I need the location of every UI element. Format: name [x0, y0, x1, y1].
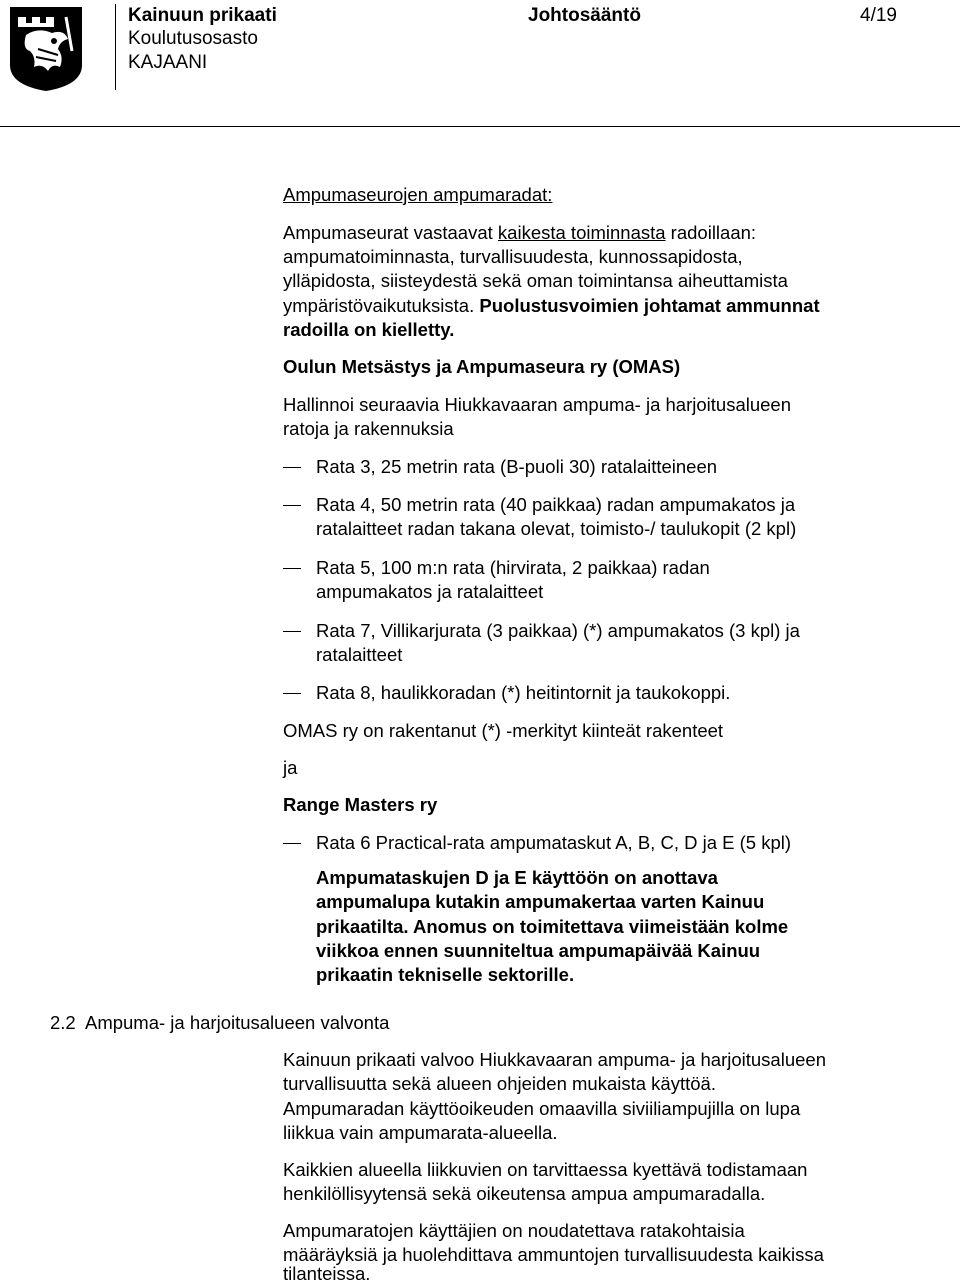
paragraph-line: Kaikkien alueella liikkuvien on tarvittaessa kyettävä todistamaan: [283, 1159, 808, 1180]
paragraph-line: Kainuun prikaati valvoo Hiukkavaaran ampuma- ja harjoitusalueen: [283, 1049, 826, 1070]
list-item: Rata 3, 25 metrin rata (B-puoli 30) ratalaitteineen: [316, 456, 718, 477]
ranges-paragraph-line: Ampumaseurat vastaavat kaikesta toiminnasta radoillaan:: [283, 222, 757, 243]
header-divider: [115, 4, 116, 90]
responsibility-link-text: kaikesta toiminnasta: [497, 222, 666, 243]
paragraph-line: Ampumaradan käyttöoikeuden omaavilla siviiliampujilla on lupa: [283, 1098, 801, 1119]
paragraph-line: henkilöllisyytensä sekä oikeutensa ampua ampumaradalla.: [283, 1183, 766, 1204]
permit-note: viikkoa ennen suunniteltua ampumapäivää Kainuu: [316, 940, 761, 961]
paragraph-line: tilanteissa.: [283, 1263, 371, 1284]
section-2-2-heading: 2.2 Ampuma- ja harjoitusalueen valvonta: [50, 1012, 390, 1033]
permit-note: ampumalupa kutakin ampumakertaa varten Kainuu: [316, 891, 765, 912]
omas-built-note: OMAS ry on rakentanut (*) -merkityt kiinteät rakenteet: [283, 720, 724, 741]
list-item: ratalaitteet radan takana olevat, toimisto-/ taulukopit (2 kpl): [316, 518, 797, 539]
list-item: ratalaitteet: [316, 644, 403, 665]
omas-intro: ratoja ja rakennuksia: [283, 418, 454, 439]
list-dash: [283, 693, 301, 694]
range-masters-heading: Range Masters ry: [283, 794, 438, 815]
list-dash: [283, 631, 301, 632]
ranges-paragraph-line: ampumatoiminnasta, turvallisuudesta, kunnossapidosta,: [283, 246, 743, 267]
ranges-heading: Ampumaseurojen ampumaradat:: [283, 184, 553, 205]
list-dash: [283, 568, 301, 569]
list-item: Rata 4, 50 metrin rata (40 paikkaa) radan ampumakatos ja: [316, 494, 796, 515]
list-item: ampumakatos ja ratalaitteet: [316, 581, 544, 602]
header-unit: Koulutusosasto: [128, 28, 258, 49]
list-item: Rata 5, 100 m:n rata (hirvirata, 2 paikkaa) radan: [316, 557, 710, 578]
header-organization: Kainuun prikaati: [128, 5, 277, 26]
list-item: Rata 8, haulikkoradan (*) heitintornit ja taukokoppi.: [316, 682, 731, 703]
ranges-paragraph-line: radoilla on kielletty.: [283, 319, 455, 340]
page-number: 4/19: [860, 5, 897, 26]
list-item: Rata 7, Villikarjurata (3 paikkaa) (*) ampumakatos (3 kpl) ja: [316, 620, 800, 641]
paragraph-line: Ampumaratojen käyttäjien on noudatettava ratakohtaisia: [283, 1220, 745, 1241]
permit-note: prikaatin tekniselle sektorille.: [316, 964, 575, 985]
omas-heading: Oulun Metsästys ja Ampumaseura ry (OMAS): [283, 356, 681, 377]
omas-intro: Hallinnoi seuraavia Hiukkavaaran ampuma- ja harjoitusalueen: [283, 394, 792, 415]
ranges-paragraph-line: ylläpidosta, siisteydestä sekä oman toimintansa aiheuttamista: [283, 270, 788, 291]
paragraph-line: turvallisuutta sekä alueen ohjeiden mukaista käyttöä.: [283, 1073, 716, 1094]
header-rule: [0, 126, 960, 127]
paragraph-line: liikkua vain ampumarata-alueella.: [283, 1122, 558, 1143]
document-title: Johtosääntö: [528, 5, 641, 26]
conjunction-text: ja: [283, 757, 298, 778]
list-dash: [283, 505, 301, 506]
list-item: Rata 6 Practical-rata ampumataskut A, B, C, D ja E (5 kpl): [316, 832, 792, 853]
ranges-paragraph-line: ympäristövaikutuksista. Puolustusvoimien johtamat ammunnat: [283, 295, 820, 316]
finnish-lion-crest-icon: [8, 5, 84, 93]
paragraph-line: määräyksiä ja huolehdittava ammuntojen turvallisuudesta kaikissa: [283, 1244, 824, 1265]
permit-note: prikaatilta. Anomus on toimitettava viimeistään kolme: [316, 916, 789, 937]
list-dash: [283, 467, 301, 468]
permit-note: Ampumataskujen D ja E käyttöön on anottava: [316, 867, 718, 888]
list-dash: [283, 843, 301, 844]
header-city: KAJAANI: [128, 52, 208, 73]
